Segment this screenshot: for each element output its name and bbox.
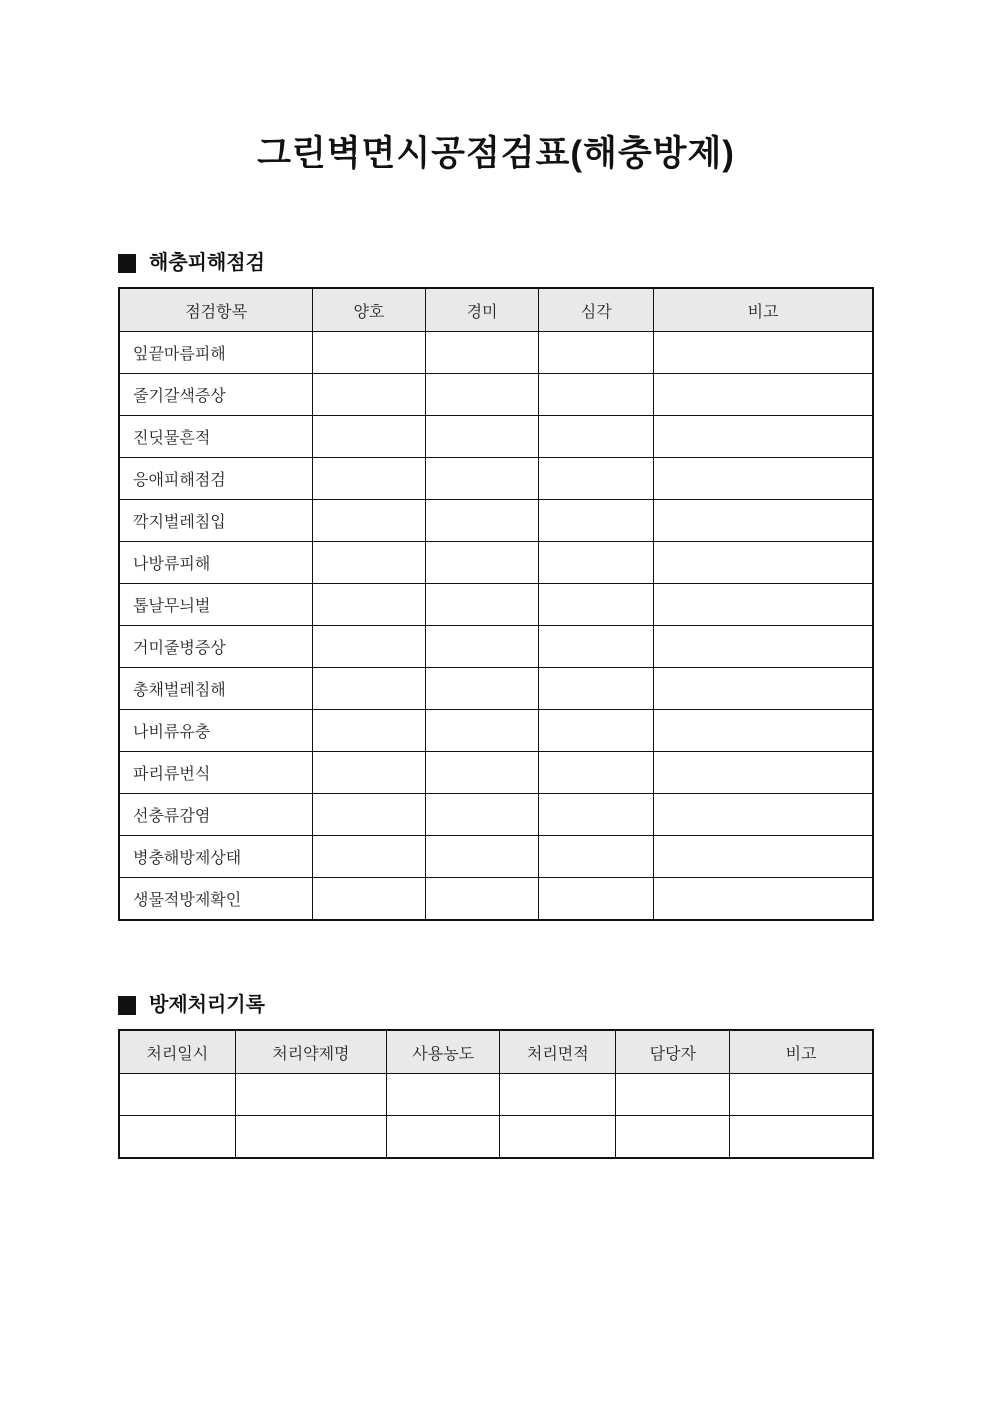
column-header: 담당자 <box>616 1030 730 1074</box>
empty-fill-cell <box>654 416 873 458</box>
empty-fill-cell <box>654 332 873 374</box>
empty-fill-cell <box>313 710 425 752</box>
empty-fill-cell <box>730 1074 873 1116</box>
column-header: 비고 <box>654 288 873 332</box>
empty-fill-cell <box>539 584 654 626</box>
black-square-icon <box>118 996 136 1015</box>
empty-fill-cell <box>539 794 654 836</box>
column-header: 처리면적 <box>500 1030 616 1074</box>
inspection-table-row <box>119 542 873 584</box>
empty-fill-cell <box>654 626 873 668</box>
empty-fill-cell <box>425 794 539 836</box>
empty-fill-cell <box>654 878 873 920</box>
empty-fill-cell <box>313 416 425 458</box>
empty-fill-cell <box>425 836 539 878</box>
empty-fill-cell <box>539 542 654 584</box>
inspection-item-label: 진딧물흔적 <box>119 416 313 458</box>
empty-fill-cell <box>313 878 425 920</box>
table-header-row <box>119 288 873 332</box>
document-content <box>0 132 992 1159</box>
empty-fill-cell <box>539 836 654 878</box>
column-header: 처리약제명 <box>235 1030 387 1074</box>
empty-fill-cell <box>654 500 873 542</box>
empty-fill-cell <box>425 332 539 374</box>
inspection-item-label: 생물적방제확인 <box>119 878 313 920</box>
record-table-row <box>119 1116 873 1158</box>
empty-fill-cell <box>654 374 873 416</box>
inspection-table-row <box>119 710 873 752</box>
empty-fill-cell <box>313 668 425 710</box>
inspection-table-row <box>119 416 873 458</box>
empty-fill-cell <box>119 1116 235 1158</box>
empty-fill-cell <box>313 374 425 416</box>
inspection-table-row <box>119 500 873 542</box>
empty-fill-cell <box>539 332 654 374</box>
empty-fill-cell <box>654 710 873 752</box>
inspection-item-label: 톱날무늬벌 <box>119 584 313 626</box>
empty-fill-cell <box>425 458 539 500</box>
inspection-table-row <box>119 836 873 878</box>
empty-fill-cell <box>539 500 654 542</box>
inspection-table-row <box>119 584 873 626</box>
empty-fill-cell <box>539 458 654 500</box>
empty-fill-cell <box>539 668 654 710</box>
pest-damage-inspection-table <box>118 287 874 921</box>
inspection-item-label: 파리류번식 <box>119 752 313 794</box>
empty-fill-cell <box>313 794 425 836</box>
empty-fill-cell <box>425 374 539 416</box>
empty-fill-cell <box>313 500 425 542</box>
empty-fill-cell <box>539 752 654 794</box>
empty-fill-cell <box>539 878 654 920</box>
empty-fill-cell <box>654 542 873 584</box>
inspection-table-row <box>119 458 873 500</box>
inspection-item-label: 선충류감염 <box>119 794 313 836</box>
column-header: 경미 <box>425 288 539 332</box>
section-treatment-record-title: 방제처리기록 <box>149 993 265 1016</box>
section-treatment-record <box>118 994 874 1159</box>
inspection-table-row <box>119 668 873 710</box>
empty-fill-cell <box>425 626 539 668</box>
empty-fill-cell <box>654 668 873 710</box>
empty-fill-cell <box>425 500 539 542</box>
empty-fill-cell <box>425 752 539 794</box>
empty-fill-cell <box>425 416 539 458</box>
empty-fill-cell <box>235 1074 387 1116</box>
empty-fill-cell <box>654 752 873 794</box>
empty-fill-cell <box>313 458 425 500</box>
section-pest-damage <box>118 252 874 921</box>
column-header: 비고 <box>730 1030 873 1074</box>
column-header: 처리일시 <box>119 1030 235 1074</box>
empty-fill-cell <box>119 1074 235 1116</box>
empty-fill-cell <box>539 374 654 416</box>
empty-fill-cell <box>313 584 425 626</box>
empty-fill-cell <box>313 752 425 794</box>
inspection-item-label: 응애피해점검 <box>119 458 313 500</box>
empty-fill-cell <box>539 626 654 668</box>
empty-fill-cell <box>235 1116 387 1158</box>
record-table-row <box>119 1074 873 1116</box>
inspection-table-row <box>119 794 873 836</box>
empty-fill-cell <box>654 836 873 878</box>
empty-fill-cell <box>425 542 539 584</box>
empty-fill-cell <box>313 836 425 878</box>
empty-fill-cell <box>539 416 654 458</box>
section-pest-damage-title: 해충피해점검 <box>149 251 265 274</box>
treatment-record-table <box>118 1029 874 1159</box>
empty-fill-cell <box>500 1116 616 1158</box>
empty-fill-cell <box>387 1116 500 1158</box>
inspection-table-row <box>119 332 873 374</box>
section-pest-damage-header <box>118 252 874 275</box>
empty-fill-cell <box>654 458 873 500</box>
inspection-item-label: 나방류피해 <box>119 542 313 584</box>
empty-fill-cell <box>313 542 425 584</box>
column-header: 사용농도 <box>387 1030 500 1074</box>
empty-fill-cell <box>313 626 425 668</box>
inspection-table-row <box>119 752 873 794</box>
section-treatment-record-header <box>118 994 874 1017</box>
empty-fill-cell <box>387 1074 500 1116</box>
black-square-icon <box>118 254 136 273</box>
inspection-table-row <box>119 626 873 668</box>
empty-fill-cell <box>616 1074 730 1116</box>
empty-fill-cell <box>313 332 425 374</box>
inspection-item-label: 총채벌레침해 <box>119 668 313 710</box>
column-header: 점검항목 <box>119 288 313 332</box>
empty-fill-cell <box>425 878 539 920</box>
inspection-table-row <box>119 374 873 416</box>
inspection-item-label: 잎끝마름피해 <box>119 332 313 374</box>
inspection-table-row <box>119 878 873 920</box>
table-header-row <box>119 1030 873 1074</box>
empty-fill-cell <box>616 1116 730 1158</box>
inspection-item-label: 깍지벌레침입 <box>119 500 313 542</box>
empty-fill-cell <box>539 710 654 752</box>
inspection-item-label: 병충해방제상태 <box>119 836 313 878</box>
empty-fill-cell <box>425 710 539 752</box>
empty-fill-cell <box>730 1116 873 1158</box>
inspection-item-label: 나비류유충 <box>119 710 313 752</box>
column-header: 양호 <box>313 288 425 332</box>
empty-fill-cell <box>500 1074 616 1116</box>
inspection-item-label: 줄기갈색증상 <box>119 374 313 416</box>
empty-fill-cell <box>654 794 873 836</box>
empty-fill-cell <box>425 584 539 626</box>
column-header: 심각 <box>539 288 654 332</box>
page-title: 그린벽면시공점검표(해충방제) <box>257 134 735 173</box>
empty-fill-cell <box>654 584 873 626</box>
inspection-item-label: 거미줄병증상 <box>119 626 313 668</box>
empty-fill-cell <box>425 668 539 710</box>
